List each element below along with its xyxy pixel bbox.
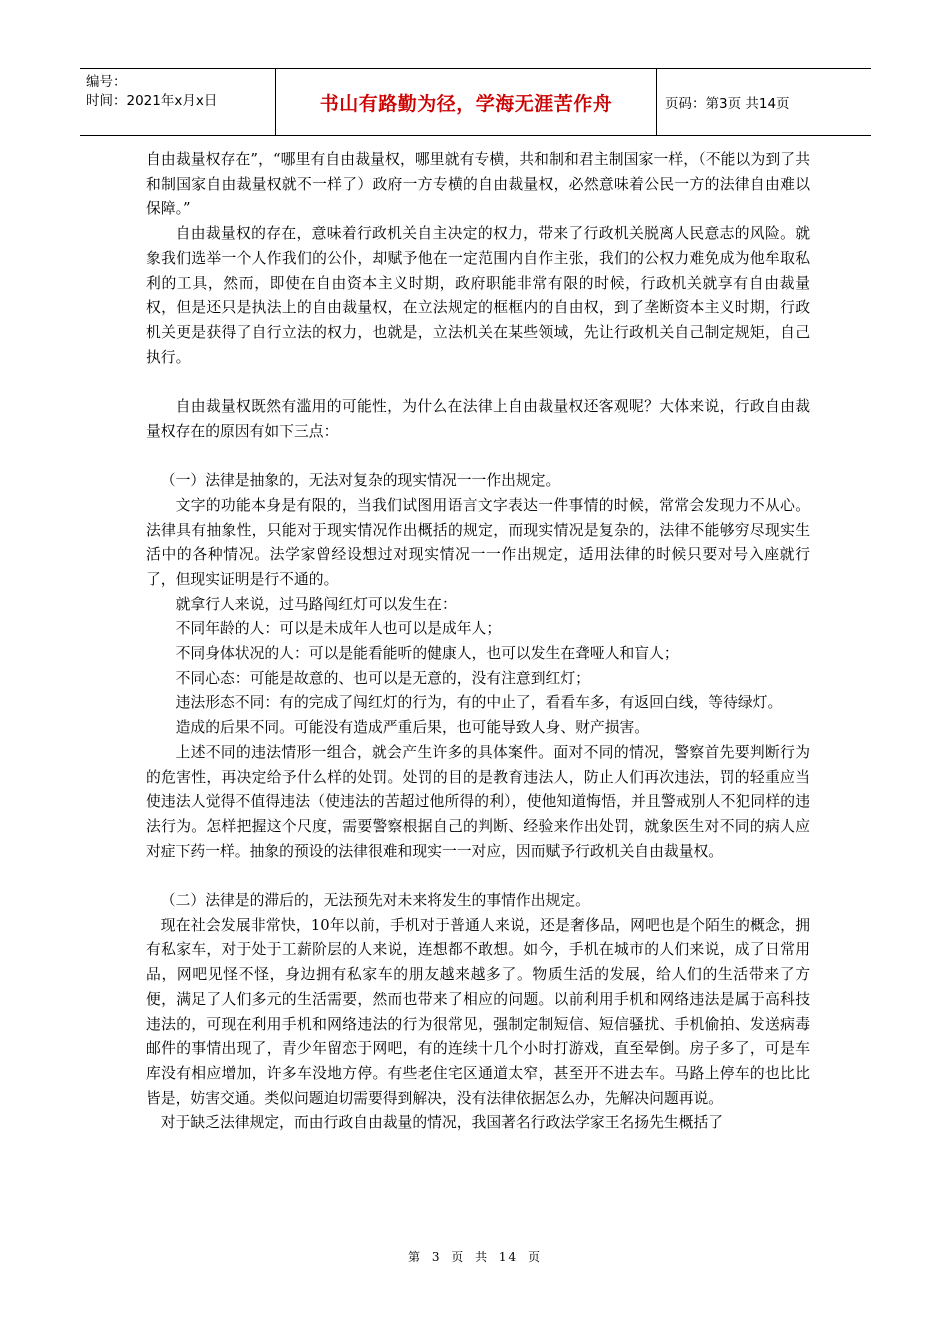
paragraph: 自由裁量权存在”，“哪里有自由裁量权，哪里就有专横，共和制和君主制国家一样，（不能以为到了共和制国家自由裁量权就不一样了）政府一方专横的自由裁量权，必然意味着公民一方的法律自由难以保障。” (146, 151, 810, 218)
header-motto: 书山有路勤为径，学海无涯苦作舟 (276, 69, 657, 135)
paragraph: 就拿行人来说，过马路闯红灯可以发生在： (175, 595, 457, 613)
paragraph: 文字的功能本身是有限的，当我们试图用语言文字表达一件事情的时候，常常会发现力不从心。法律具有抽象性，只能对于现实情况作出概括的规定，而现实情况是复杂的，法律不能够穷尽现实生活中的各种情况。法学家曾经设想过对现实情况一一作出规定，适用法律的时候只要对号入座就行了，但现实证明是行不通的。 (146, 496, 810, 588)
list-item: 违法形态不同：有的完成了闯红灯的行为，有的中止了，看看车多，有返回白线，等待绿灯。 (175, 694, 783, 712)
paragraph: 自由裁量权的存在，意味着行政机关自主决定的权力，带来了行政机关脱离人民意志的风险。就象我们选举一个人作我们的公仆，却赋予他在一定范围内自作主张，我们的公权力难免成为他牟取私利的工具，然而，即使在自由资本主义时期，政府职能非常有限的时候，行政机关就享有自由裁量权，但是还只是执法上的自由裁量权，在立法规定的框框内的自由权，到了垄断资本主义时期，行政机关更是获得了自行立法的权力，也就是，立法机关在某些领域，先让行政机关自己制定规矩，自己执行。 (146, 225, 810, 366)
section-heading: （一）法律是抽象的，无法对复杂的现实情况一一作出规定。 (160, 472, 561, 490)
list-item: 不同身体状况的人：可以是能看能听的健康人，也可以发生在聋哑人和盲人； (175, 645, 679, 663)
paragraph: 对于缺乏法律规定，而由行政自由裁量的情况，我国著名行政法学家王名扬先生概括了 (160, 1114, 724, 1132)
list-item: 不同心态：可能是故意的、也可以是无意的，没有注意到红灯； (175, 669, 590, 687)
header-page-label: 页码：第3页 共14页 (665, 96, 790, 112)
page-footer: 第 3 页 共 14 页 (408, 1250, 542, 1264)
page-header (80, 68, 871, 136)
section-heading: （二）法律是的滞后的，无法预先对未来将发生的事情作出规定。 (160, 892, 590, 910)
paragraph: 现在社会发展非常快，10年以前，手机对于普通人来说，还是奢侈品，网吧也是个陌生的概念，拥有私家车，对于处于工薪阶层的人来说，连想都不敢想。如今，手机在城市的人们来说，成了日常用品，网吧见怪不怪，身边拥有私家车的朋友越来越多了。物质生活的发展，给人们的生活带来了方便，满足了人们多元的生活需要，然而也带来了相应的问题。以前利用手机和网络违法是属于高科技违法的，可现在利用手机和网络违法的行为很常见，强制定制短信、短信骚扰、手机偷拍、发送病毒邮件的事情出现了，青少年留恋于网吧，有的连续十几个小时打游戏，直至晕倒。房子多了，可是车库没有相应增加，许多车没地方停。有些老住宅区通道太窄，甚至开不进去车。马路上停车的也比比皆是，妨害交通。类似问题迫切需要得到解决，没有法律依据怎么办，先解决问题再说。 (146, 916, 810, 1107)
list-item: 不同年龄的人：可以是未成年人也可以是成年人； (175, 620, 502, 638)
document-date-label: 时间：2021年x月x日 (86, 93, 218, 109)
header-meta (80, 69, 276, 135)
paragraph: 上述不同的违法情形一组合，就会产生许多的具体案件。面对不同的情况，警察首先要判断行为的危害性，再决定给予什么样的处罚。处罚的目的是教育违法人，防止人们再次违法，罚的轻重应当使违法人觉得不值得违法（使违法的苦超过他所得的利），使他知道悔悟，并且警戒别人不犯同样的违法行为。怎样把握这个尺度，需要警察根据自己的判断、经验来作出处罚，就象医生对不同的病人应对症下药一样。抽象的预设的法律很难和现实一一对应，因而赋予行政机关自由裁量权。 (146, 743, 810, 860)
list-item: 造成的后果不同。可能没有造成严重后果，也可能导致人身、财产损害。 (175, 719, 650, 737)
paragraph: 自由裁量权既然有滥用的可能性，为什么在法律上自由裁量权还客观呢？大体来说，行政自由裁量权存在的原因有如下三点： (146, 398, 810, 440)
document-number-label: 编号： (86, 74, 127, 90)
document-body (146, 148, 810, 1136)
